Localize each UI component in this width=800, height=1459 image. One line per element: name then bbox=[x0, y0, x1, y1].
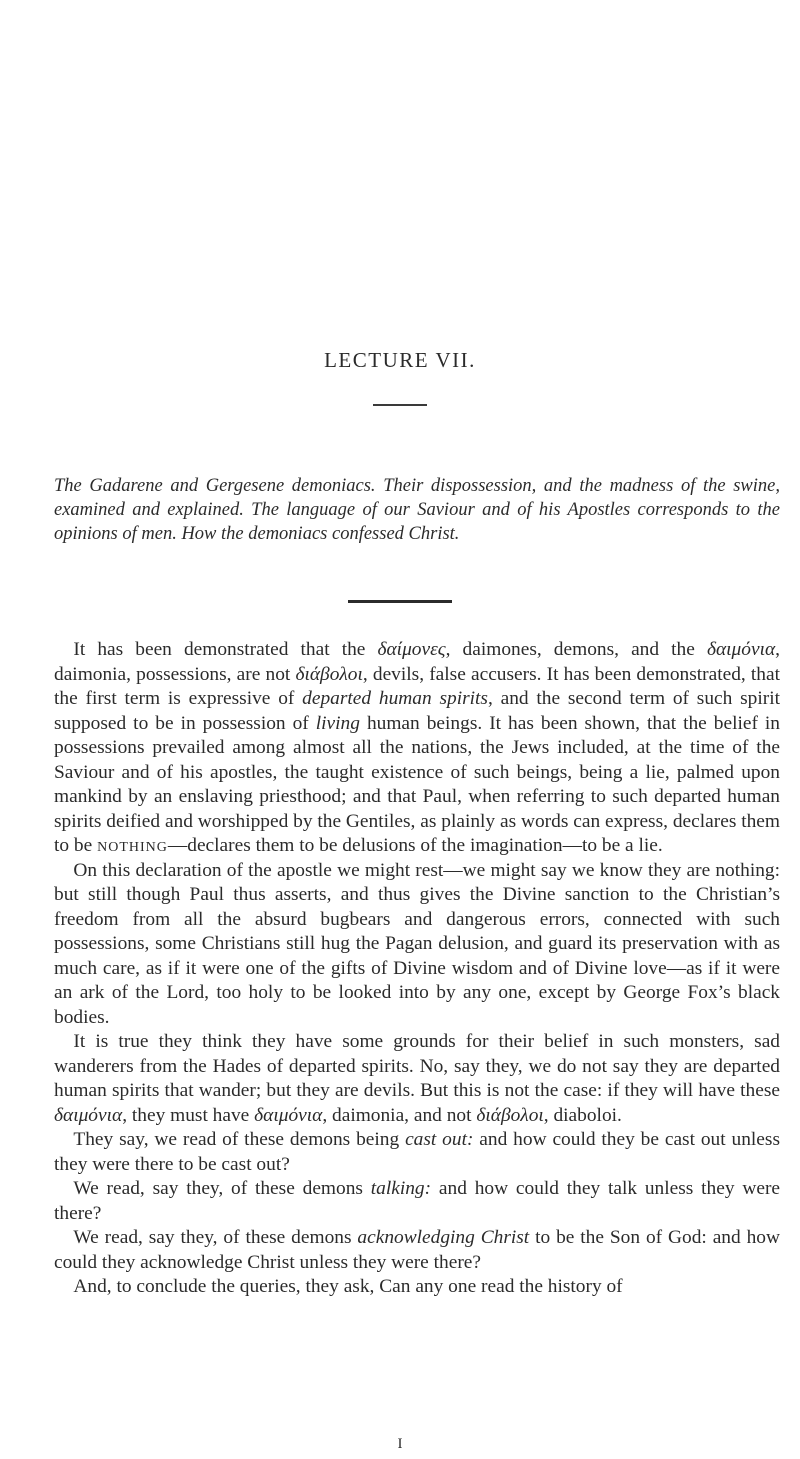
chapter-summary: The Gadarene and Gergesene demoniacs. Their dispossession, and the madness of the swine, examined and explained. The language of our Saviour and of his Apostles corresponds to the opinions of men. How the demoniacs confessed Christ. bbox=[54, 476, 780, 544]
greek-term: δαίμονες bbox=[377, 639, 446, 660]
text-run: We read, say they, of these demons bbox=[73, 1227, 358, 1248]
text-run: And, to conclude the queries, they ask, Can any one read the history of bbox=[73, 1276, 623, 1297]
text-run: They say, we read of these demons being bbox=[73, 1129, 406, 1150]
paragraph-5 bbox=[54, 1177, 780, 1226]
text-run: and how could they talk unless they were there? bbox=[54, 1178, 781, 1224]
paragraph-7 bbox=[54, 1275, 780, 1300]
text-run: It has been demonstrated that the bbox=[73, 639, 378, 660]
paragraph-6 bbox=[54, 1226, 780, 1275]
text-run: —declares them to be delusions of the imagination—to be a lie. bbox=[167, 835, 663, 856]
text-run: , diaboloi. bbox=[543, 1104, 622, 1126]
emphasis: cast out: bbox=[405, 1129, 474, 1150]
lecture-heading: LECTURE VII. bbox=[324, 348, 476, 372]
small-caps-term: nothing bbox=[97, 835, 168, 856]
paragraph-3 bbox=[54, 1030, 780, 1128]
text-run: , daimones, demons, and the bbox=[445, 639, 707, 660]
text-run: , devils, false accusers. It has been demonstrated, that the first term is expressive of bbox=[54, 663, 780, 709]
emphasis: living bbox=[315, 712, 360, 734]
signature-mark: I bbox=[397, 1436, 403, 1452]
text-run: , and the second term of such spirit supposed to be in possession of bbox=[54, 688, 780, 734]
text-run: human beings. It has been shown, that the belief in possessions prevailed among almost all the nations, the Jews included, at the time of the Saviour and of his apostles, the taught existence of such beings, being a lie, palmed upon mankind by an enslaving priesthood; and that Paul, when referring to such departed human spirits deified and worshipped by the Gentiles, as plainly as words can express, declares them to be bbox=[54, 712, 780, 856]
body-text bbox=[54, 638, 780, 1300]
emphasis: talking: bbox=[370, 1178, 432, 1199]
paragraph-1 bbox=[54, 638, 780, 859]
greek-term: διάβολοι bbox=[476, 1104, 544, 1126]
text-run: We read, say they, of these demons bbox=[73, 1178, 371, 1199]
text-run: to be the Son of God: and how could they acknowledge Christ unless they were there? bbox=[54, 1227, 780, 1273]
greek-term: δαιμόνια bbox=[254, 1104, 323, 1126]
text-run: , they must have bbox=[122, 1104, 255, 1126]
greek-term: δαιμόνια bbox=[706, 639, 776, 660]
heading-divider bbox=[373, 404, 427, 406]
emphasis: acknowledging Christ bbox=[357, 1227, 530, 1248]
text-run: and how could they be cast out unless they were there to be cast out? bbox=[54, 1129, 780, 1175]
text-run: It is true they think they have some grounds for their belief in such monsters, sad wanderers from the Hades of departed spirits. No, say they, we do not say they are departed human spirits that wander; but they are devils. But this is not the case: if they will have these bbox=[54, 1031, 780, 1101]
paragraph-4 bbox=[54, 1128, 780, 1177]
paragraph-2 bbox=[54, 859, 780, 1031]
summary-divider bbox=[348, 600, 452, 603]
emphasis: departed human spirits bbox=[302, 688, 488, 709]
greek-term: διάβολοι bbox=[295, 663, 363, 685]
text-run: , daimonia, possessions, are not bbox=[54, 639, 780, 685]
text-run: , daimonia, and not bbox=[322, 1104, 477, 1126]
text-run: On this declaration of the apostle we might rest—we might say we know they are nothing: but still though Paul thus asserts, and thus gives the Divine sanction to the Christian’s freedom from all the absurd bugbears and dangerous errors, connected with such possessions, some Christians still hug the Pagan delusion, and guard its preservation with as much care, as if it were one of the gifts of Divine wisdom and of Divine love—as if it were an ark of the Lord, too holy to be looked into by any one, except by George Fox’s black bodies. bbox=[54, 859, 780, 1028]
greek-term: δαιμόνια bbox=[54, 1104, 123, 1126]
